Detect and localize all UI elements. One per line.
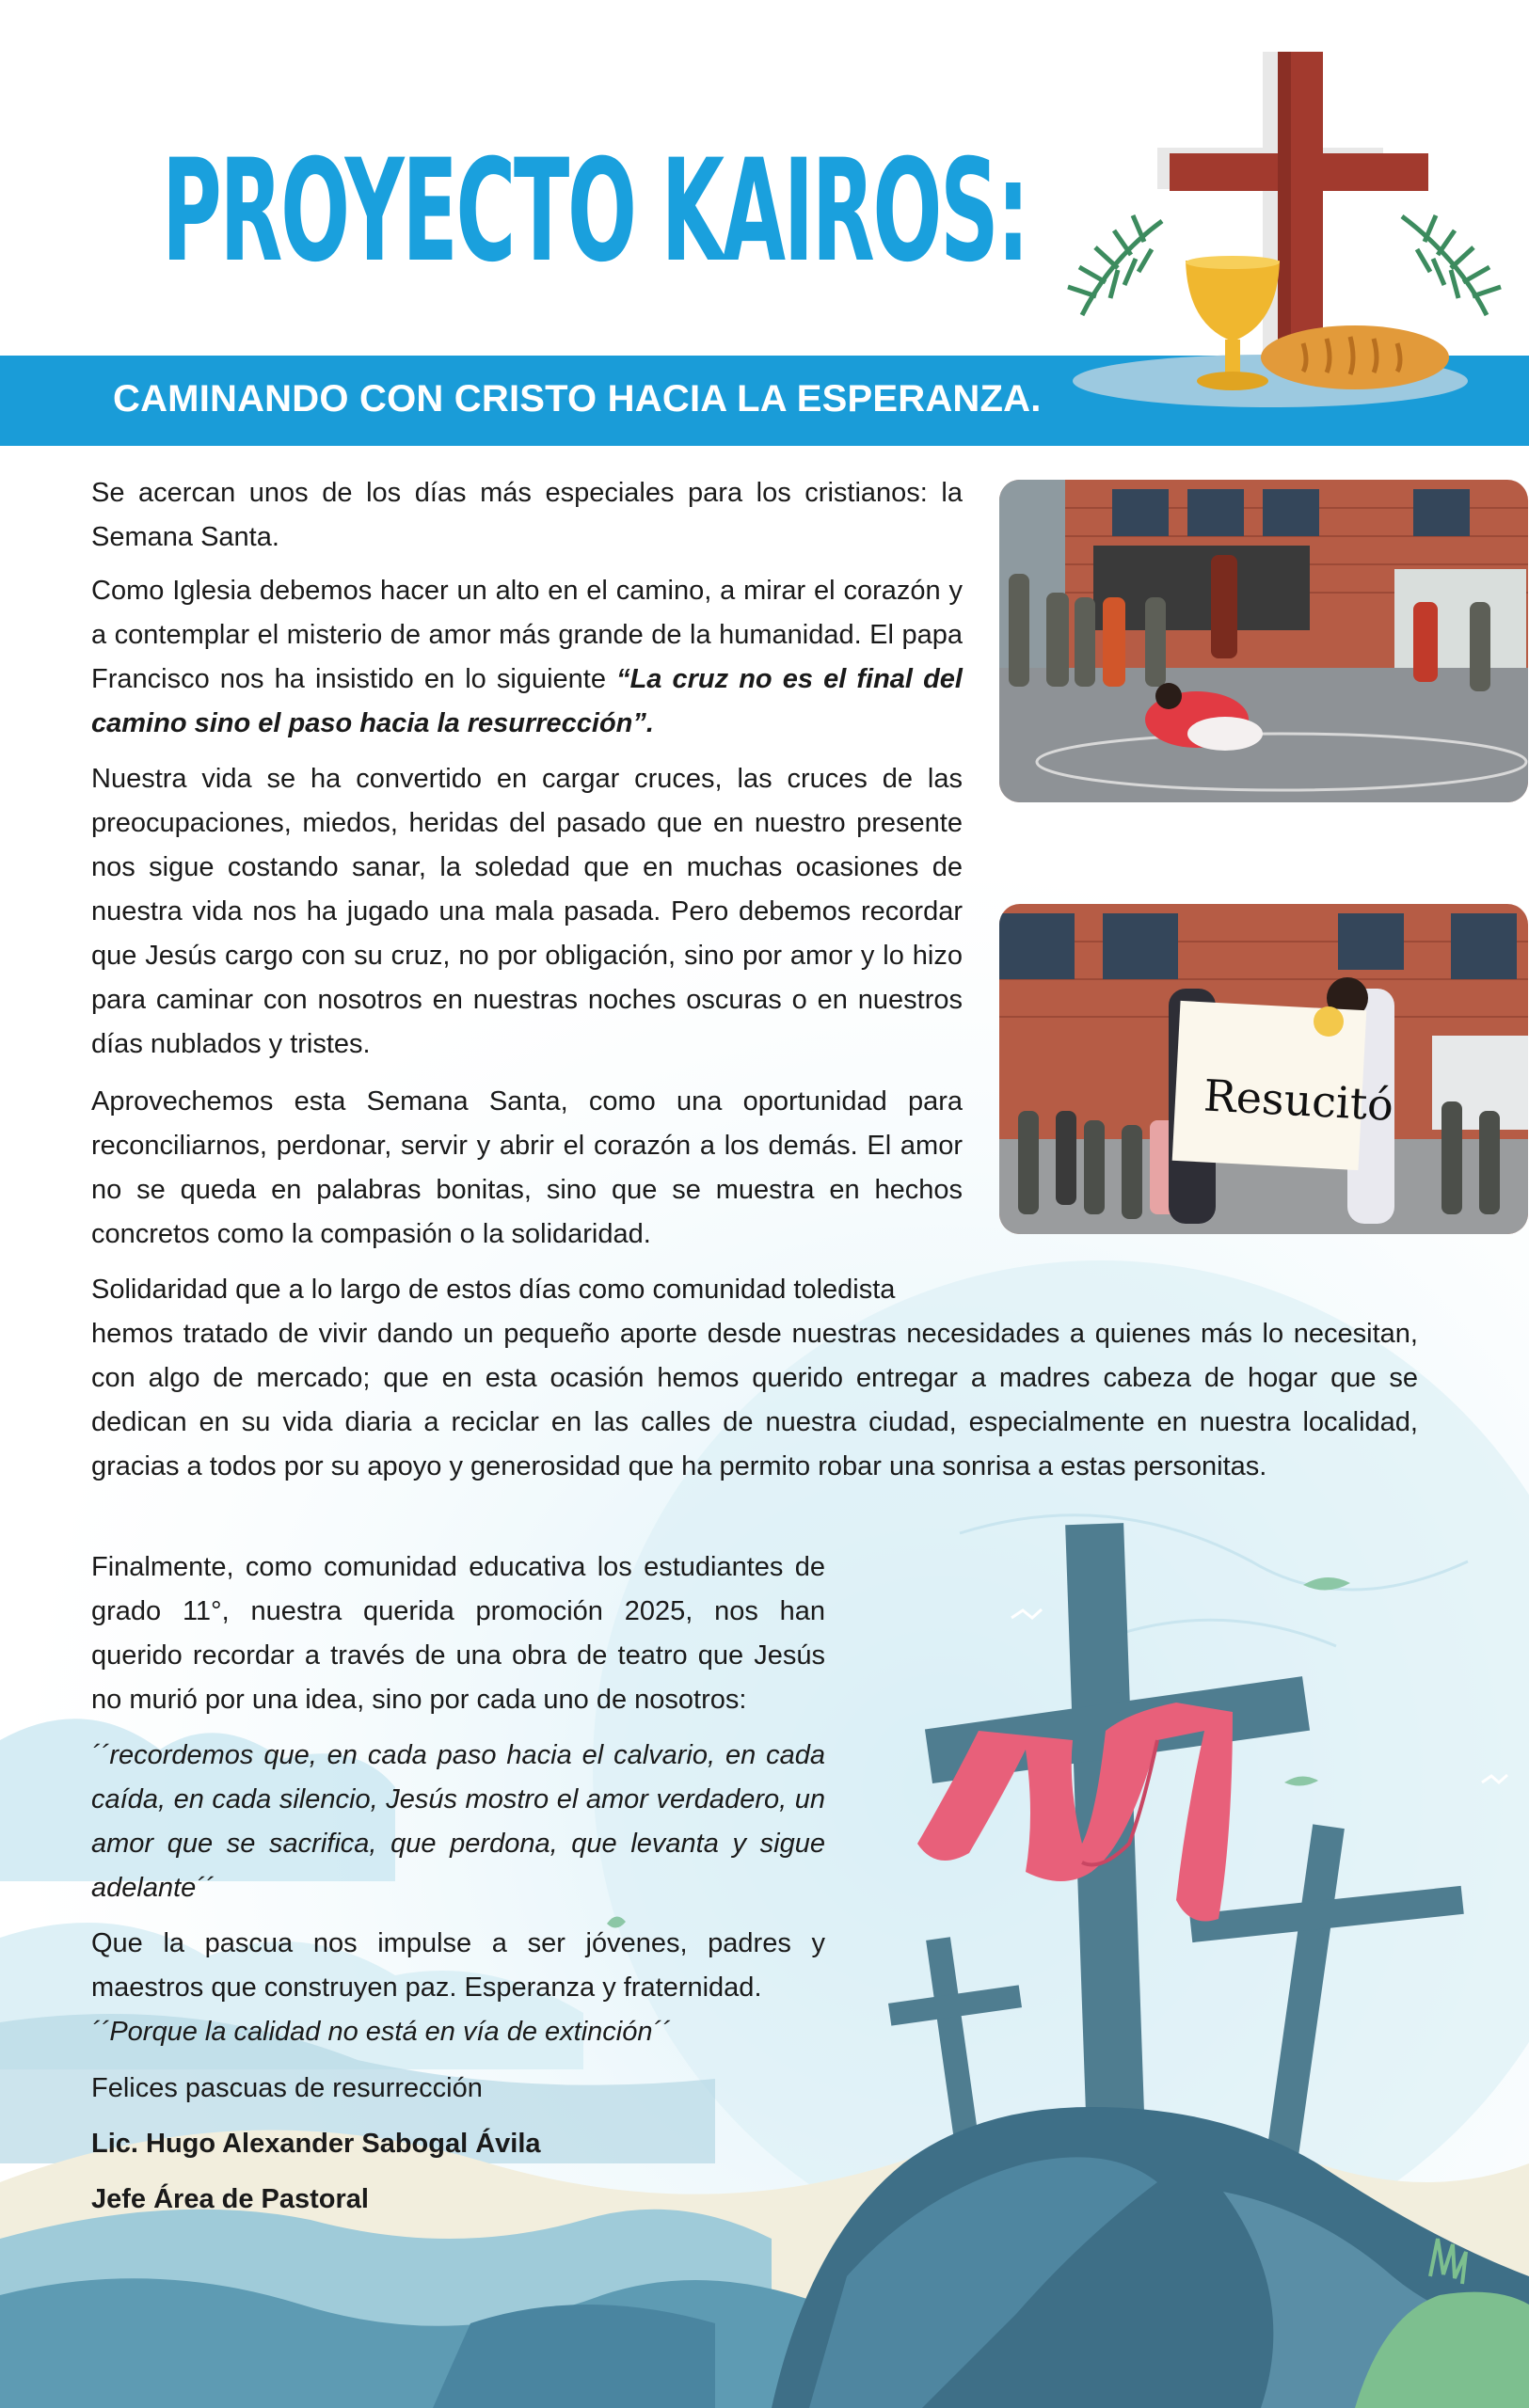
paragraph-solidarity-first-line: Solidaridad que a lo largo de estos días como comunidad toledista: [91, 1275, 896, 1305]
paragraph-easter-wish: [91, 1922, 825, 2054]
calvary-quote: ´´recordemos que, en cada paso hacia el calvario, en cada caída, en cada silencio, Jesús mostro el amor verdadero, un amor que se sacrifica, que perdona, que levanta y sigue adelante´´: [91, 1740, 825, 1903]
paragraph-crosses: Nuestra vida se ha convertido en cargar cruces, las cruces de las preocupaciones, miedos, heridas del pasado que en nuestro presente nos sigue costando sanar, la soledad que en muchas ocasiones de nuestra vida nos ha jugado una mala pasada. Pero debemos recordar que Jesús cargo con su cruz, no por obligación, sino por amor y lo hizo para caminar con nosotros en nuestras noches oscuras o en nuestros días nublados y tristes.: [91, 764, 963, 1059]
page-subtitle: CAMINANDO CON CRISTO HACIA LA ESPERANZA.: [113, 378, 1042, 420]
paragraph-intro: Se acercan unos de los días más especiales para los cristianos: la Semana Santa.: [91, 478, 963, 552]
page-title: PROYECTO KAIROS:: [162, 130, 1027, 293]
paragraph-church-text: Como Iglesia debemos hacer un alto en el camino, a mirar el corazón y a contemplar el misterio de amor más grande de la humanidad. El papa Francisco nos ha insistido en lo siguiente: [91, 576, 963, 694]
signature-role: Jefe Área de Pastoral: [91, 2184, 369, 2214]
paragraph-church: [91, 569, 963, 746]
paragraph-holy-week: Aprovechemos esta Semana Santa, como una oportunidad para reconciliarnos, perdonar, servir y abrir el corazón a los demás. El amor no se queda en palabras bonitas, sino que se muestra en hechos concretos como la compasión o la solidaridad.: [91, 1086, 963, 1249]
sign-text: Resucitó: [1202, 1069, 1395, 1131]
signature-name: Lic. Hugo Alexander Sabogal Ávila: [91, 2129, 541, 2159]
photo-via-crucis-play: [999, 480, 1528, 802]
easter-wish-text: Que la pascua nos impulse a ser jóvenes, padres y maestros que construyen paz. Esperanza y fraternidad.: [91, 1928, 825, 2003]
school-motto: ´´Porque la calidad no está en vía de extinción´´: [91, 2017, 671, 2047]
paragraph-solidarity: hemos tratado de vivir dando un pequeño aporte desde nuestras necesidades a quienes más lo necesitan, con algo de mercado; que en esta ocasión hemos querido entregar a madres cabeza de hogar que se dedican en su vida diaria a reciclar en las calles de nuestra ciudad, especialmente en nuestra localidad, gracias a todos por su apoyo y generosidad que ha permito robar una sonrisa a estas personitas.: [91, 1319, 1418, 1481]
greeting: Felices pascuas de resurrección: [91, 2073, 483, 2103]
photo-resucito-sign: [999, 904, 1528, 1234]
cross-chalice-logo: [1044, 42, 1515, 414]
pope-quote: “La cruz no es el final del camino sino el paso hacia la resurrección”.: [91, 664, 963, 738]
paragraph-play: Finalmente, como comunidad educativa los estudiantes de grado 11°, nuestra querida promoción 2025, nos han querido recordar a través de una obra de teatro que Jesús no murió por una idea, sino por cada uno de nosotros:: [91, 1552, 825, 1715]
